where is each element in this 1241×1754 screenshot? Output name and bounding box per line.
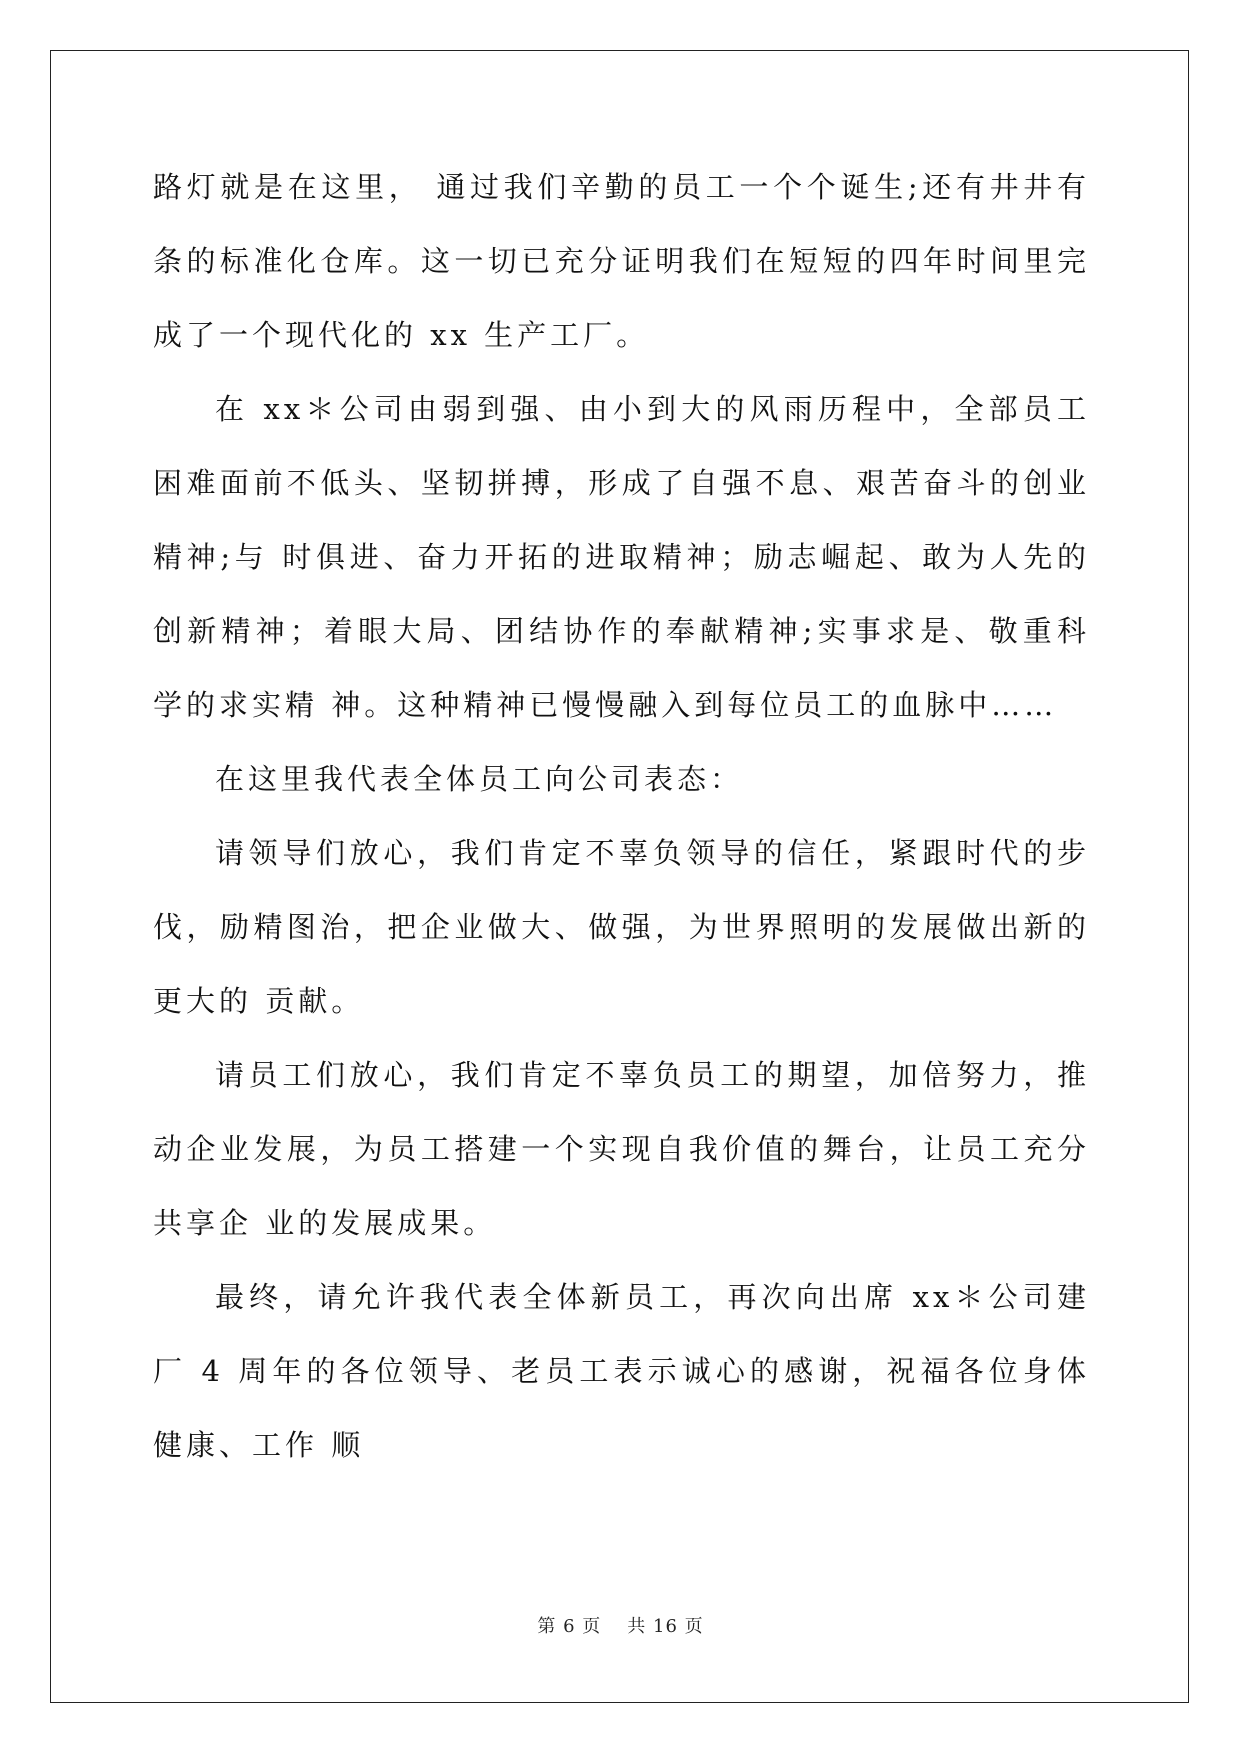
current-page-number: 第 6 页 [537,1616,602,1637]
page-footer [0,1612,1241,1638]
total-pages: 共 16 页 [627,1616,704,1637]
paragraph-5: 请员工们放心，我们肯定不辜负员工的期望，加倍努力，推动企业发展，为员工搭建一个实现自我价值的舞台，让员工充分共享企 业的发展成果。 [153,1058,1090,1240]
paragraph-2: 在 xx＊公司由弱到强、由小到大的风雨历程中，全部员工困难面前不低头、坚韧拼搏，形成了自强不息、艰苦奋斗的创业精神;与 时俱进、奋力开拓的进取精神；励志崛起、敢为人先的创新精神；着眼大局、团结协作的奉献精神;实事求是、敬重科学的求实精 神。这种精神已慢慢融入到每位员工的血脉中…… [153,392,1090,722]
document-body [153,150,1090,1482]
paragraph-3: 在这里我代表全体员工向公司表态： [215,762,744,796]
paragraph-1: 路灯就是在这里， 通过我们辛勤的员工一个个诞生;还有井井有条的标准化仓库。这一切已充分证明我们在短短的四年时间里完成了一个现代化的 xx 生产工厂。 [153,170,1090,352]
paragraph-4: 请领导们放心，我们肯定不辜负领导的信任，紧跟时代的步伐，励精图治，把企业做大、做强，为世界照明的发展做出新的更大的 贡献。 [153,836,1090,1018]
paragraph-6: 最终，请允许我代表全体新员工，再次向出席 xx＊公司建厂 4 周年的各位领导、老员工表示诚心的感谢，祝福各位身体健康、工作 顺 [153,1280,1090,1462]
